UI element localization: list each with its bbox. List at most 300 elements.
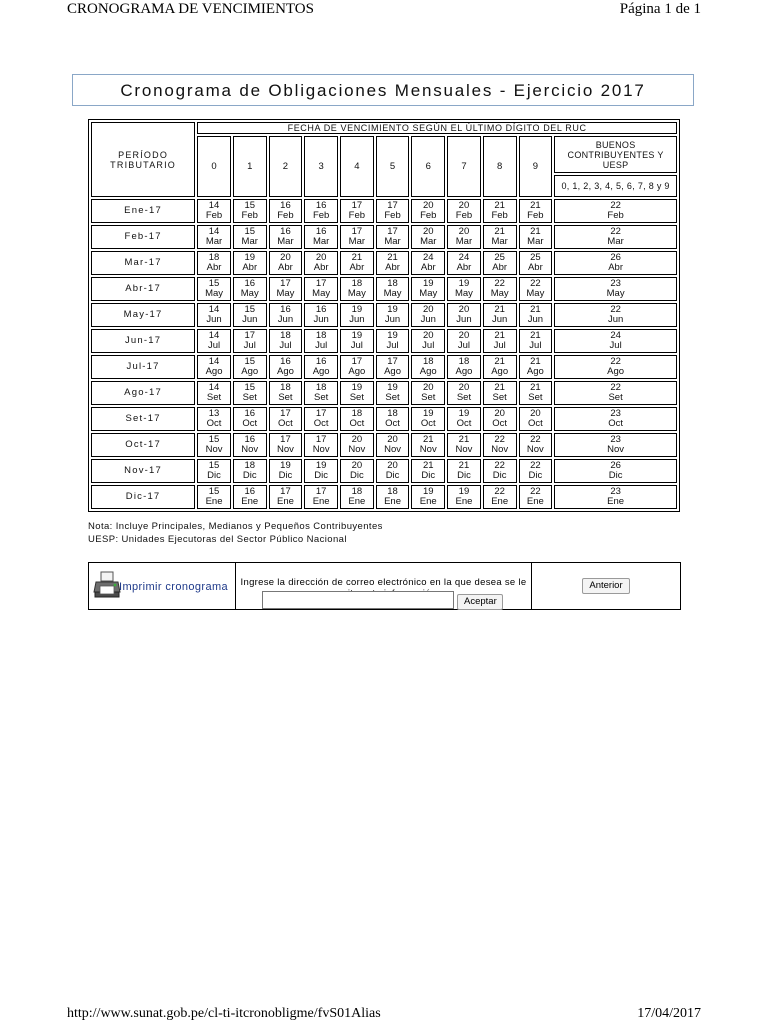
date-day: 15	[244, 226, 256, 237]
date-day: 21	[494, 356, 505, 367]
date-month: Abr	[456, 262, 472, 273]
digit-header: 6	[411, 136, 445, 197]
date-month: Mar	[348, 236, 366, 247]
date-day: 20	[351, 434, 363, 445]
date-month: May	[347, 288, 366, 299]
actions-panel	[88, 562, 680, 610]
date-cell	[304, 485, 338, 509]
date-day: 19	[422, 278, 434, 289]
date-day: 17	[387, 200, 398, 211]
digit-header: 1	[233, 136, 267, 197]
date-month: Oct	[206, 418, 222, 429]
date-cell	[411, 277, 445, 301]
date-cell	[269, 277, 303, 301]
table-row	[91, 381, 677, 405]
date-cell	[483, 199, 517, 223]
date-month: Jul	[386, 340, 399, 351]
print-header	[0, 0, 768, 22]
table-row	[91, 251, 677, 275]
date-cell	[197, 381, 231, 405]
buenos-digits: 0, 1, 2, 3, 4, 5, 6, 7, 8 y 9	[554, 175, 677, 197]
date-month: Jun	[420, 314, 436, 325]
date-month: Set	[314, 392, 329, 403]
date-day: 18	[387, 486, 398, 497]
date-day: 16	[280, 226, 291, 237]
date-month: Feb	[491, 210, 508, 221]
print-header-page: Página 1 de 1	[619, 1, 701, 17]
date-day: 21	[530, 226, 541, 237]
date-month: Abr	[527, 262, 543, 273]
date-cell	[376, 225, 410, 249]
date-cell	[233, 433, 267, 457]
digit-header: 7	[447, 136, 481, 197]
buenos-date-cell	[554, 433, 677, 457]
period-cell: Ago-17	[91, 381, 195, 405]
date-cell	[340, 459, 374, 483]
period-cell: Dic-17	[91, 485, 195, 509]
date-month: Feb	[312, 210, 330, 221]
date-day: 25	[494, 252, 505, 263]
date-month: Mar	[607, 236, 624, 247]
date-cell	[447, 303, 481, 327]
date-day: 18	[315, 330, 327, 341]
date-day: 19	[351, 304, 363, 315]
date-month: Feb	[607, 210, 624, 221]
date-cell	[340, 199, 374, 223]
date-cell	[340, 433, 374, 457]
buenos-date-cell	[554, 485, 677, 509]
date-month: Nov	[205, 444, 223, 455]
date-month: Ago	[419, 366, 437, 377]
date-month: Nov	[455, 444, 473, 455]
date-cell	[411, 199, 445, 223]
date-month: Nov	[312, 444, 330, 455]
date-day: 17	[351, 200, 363, 211]
date-day: 18	[315, 382, 327, 393]
date-cell	[340, 225, 374, 249]
date-cell	[519, 381, 553, 405]
date-cell	[233, 381, 267, 405]
date-month: Ene	[526, 496, 544, 507]
date-day: 19	[351, 382, 363, 393]
date-month: May	[205, 288, 224, 299]
table-row	[91, 277, 677, 301]
date-day: 18	[208, 252, 220, 263]
date-day: 21	[530, 200, 541, 211]
date-day: 17	[315, 434, 327, 445]
date-cell	[483, 251, 517, 275]
date-day: 15	[208, 434, 220, 445]
anterior-button[interactable]: Anterior	[582, 578, 630, 594]
date-cell	[269, 329, 303, 353]
date-day: 18	[422, 356, 434, 367]
date-month: Ene	[455, 496, 473, 507]
date-day: 21	[387, 252, 398, 263]
date-month: Ene	[276, 496, 294, 507]
date-cell	[340, 277, 374, 301]
date-day: 22	[494, 460, 505, 471]
date-day: 20	[422, 330, 434, 341]
buenos-date-cell	[554, 381, 677, 405]
date-month: Abr	[608, 262, 623, 273]
date-cell	[233, 303, 267, 327]
fecha-header: FECHA DE VENCIMIENTO SEGÚN EL ÚLTIMO DÍGITO DEL RUC	[197, 122, 677, 134]
date-day: 20	[422, 382, 434, 393]
date-month: Ene	[384, 496, 401, 507]
date-month: Nov	[526, 444, 544, 455]
date-day: 16	[315, 226, 327, 237]
date-month: Jul	[422, 340, 435, 351]
digit-header: 8	[483, 136, 517, 197]
aceptar-button[interactable]: Aceptar	[457, 594, 503, 610]
date-cell	[483, 433, 517, 457]
date-cell	[519, 199, 553, 223]
print-cell[interactable]	[89, 563, 236, 610]
date-cell	[447, 199, 481, 223]
date-day: 14	[208, 304, 220, 315]
date-month: Feb	[455, 210, 473, 221]
date-cell	[519, 225, 553, 249]
buenos-date-cell	[554, 277, 677, 301]
date-cell	[269, 459, 303, 483]
page-title: Cronograma de Obligaciones Mensuales - Ejercicio 2017	[72, 74, 694, 106]
date-day: 14	[208, 382, 220, 393]
print-footer	[0, 1004, 768, 1024]
date-cell	[376, 355, 410, 379]
date-day: 22	[494, 486, 505, 497]
print-footer-url: http://www.sunat.gob.pe/cl-ti-itcronobligme/fvS01Alias	[67, 1006, 381, 1021]
date-day: 19	[351, 330, 363, 341]
date-day: 19	[315, 460, 327, 471]
table-row	[91, 459, 677, 483]
date-day: 17	[351, 356, 363, 367]
date-day: 22	[610, 200, 621, 211]
date-month: Oct	[420, 418, 436, 429]
date-month: Abr	[278, 262, 293, 273]
date-month: Ago	[455, 366, 473, 377]
date-month: Jun	[313, 314, 329, 325]
anterior-cell	[532, 563, 681, 610]
date-cell	[197, 277, 231, 301]
email-input[interactable]	[262, 591, 454, 609]
date-month: May	[276, 288, 295, 299]
date-day: 23	[610, 434, 621, 445]
date-cell	[197, 433, 231, 457]
date-cell	[233, 355, 267, 379]
date-day: 20	[422, 226, 434, 237]
date-month: Jun	[349, 314, 365, 325]
date-month: Jul	[493, 340, 506, 351]
date-cell	[197, 251, 231, 275]
date-day: 21	[530, 356, 541, 367]
date-day: 14	[208, 330, 220, 341]
date-cell	[197, 485, 231, 509]
printer-icon[interactable]	[93, 570, 121, 600]
date-day: 18	[244, 460, 256, 471]
date-day: 19	[387, 304, 398, 315]
date-cell	[519, 485, 553, 509]
date-day: 22	[610, 356, 621, 367]
date-cell	[233, 407, 267, 431]
date-month: May	[454, 288, 473, 299]
date-month: Set	[456, 392, 472, 403]
date-day: 17	[244, 330, 256, 341]
date-day: 20	[458, 200, 470, 211]
date-day: 21	[351, 252, 363, 263]
date-month: Mar	[527, 236, 544, 247]
date-cell	[447, 407, 481, 431]
date-day: 15	[208, 278, 220, 289]
date-cell	[269, 485, 303, 509]
date-day: 15	[208, 486, 220, 497]
period-cell: Ene-17	[91, 199, 195, 223]
digit-header: 0	[197, 136, 231, 197]
digit-header: 5	[376, 136, 410, 197]
date-month: Oct	[608, 418, 623, 429]
date-cell	[483, 485, 517, 509]
date-day: 18	[351, 408, 363, 419]
date-cell	[233, 329, 267, 353]
date-month: Abr	[313, 262, 329, 273]
date-cell	[340, 355, 374, 379]
date-day: 21	[422, 460, 434, 471]
date-cell	[269, 251, 303, 275]
date-day: 20	[387, 460, 398, 471]
print-header-title: CRONOGRAMA DE VENCIMIENTOS	[67, 1, 314, 17]
date-cell	[233, 485, 267, 509]
date-cell	[376, 433, 410, 457]
date-cell	[519, 355, 553, 379]
date-cell	[269, 381, 303, 405]
date-cell	[376, 485, 410, 509]
date-day: 21	[494, 304, 505, 315]
buenos-date-cell	[554, 199, 677, 223]
date-cell	[447, 225, 481, 249]
date-month: Feb	[384, 210, 401, 221]
date-cell	[376, 199, 410, 223]
date-month: Jul	[279, 340, 292, 351]
date-day: 21	[494, 330, 505, 341]
date-month: Oct	[242, 418, 258, 429]
date-day: 17	[280, 278, 291, 289]
date-day: 22	[530, 460, 541, 471]
date-month: Jun	[527, 314, 544, 325]
date-month: Oct	[349, 418, 365, 429]
date-cell	[376, 459, 410, 483]
date-day: 17	[315, 486, 327, 497]
date-day: 17	[280, 434, 291, 445]
print-schedule-link[interactable]: Imprimir cronograma	[119, 581, 229, 593]
date-cell	[304, 433, 338, 457]
date-cell	[340, 381, 374, 405]
date-cell	[304, 303, 338, 327]
period-cell: Abr-17	[91, 277, 195, 301]
date-cell	[197, 303, 231, 327]
date-day: 15	[244, 356, 256, 367]
date-cell	[447, 277, 481, 301]
date-cell	[411, 485, 445, 509]
date-day: 21	[530, 330, 541, 341]
date-month: Mar	[312, 236, 330, 247]
date-day: 23	[610, 408, 621, 419]
digit-header: 9	[519, 136, 553, 197]
print-footer-date: 17/04/2017	[637, 1006, 701, 1021]
actions-table	[88, 562, 681, 610]
date-cell	[483, 277, 517, 301]
date-month: Ago	[312, 366, 330, 377]
date-month: Feb	[277, 210, 294, 221]
date-day: 26	[610, 252, 621, 263]
date-cell	[197, 355, 231, 379]
buenos-date-cell	[554, 251, 677, 275]
date-day: 19	[422, 408, 434, 419]
period-cell: Jul-17	[91, 355, 195, 379]
date-month: Ago	[607, 366, 625, 377]
date-cell	[269, 199, 303, 223]
date-day: 21	[494, 200, 505, 211]
date-month: Jul	[243, 340, 256, 351]
date-day: 18	[351, 278, 363, 289]
date-month: Ene	[348, 496, 366, 507]
date-month: Feb	[241, 210, 258, 221]
date-month: Mar	[384, 236, 401, 247]
date-month: Mar	[205, 236, 223, 247]
buenos-header: BUENOS CONTRIBUYENTES Y UESP	[554, 136, 677, 173]
date-month: Oct	[492, 418, 508, 429]
date-cell	[304, 329, 338, 353]
date-cell	[447, 459, 481, 483]
date-cell	[197, 459, 231, 483]
date-month: Abr	[206, 262, 222, 273]
table-row	[91, 407, 677, 431]
date-day: 15	[244, 200, 256, 211]
period-cell: Set-17	[91, 407, 195, 431]
date-cell	[447, 485, 481, 509]
date-cell	[447, 381, 481, 405]
date-month: Nov	[607, 444, 625, 455]
date-month: Ene	[607, 496, 625, 507]
date-month: Abr	[420, 262, 436, 273]
date-cell	[197, 199, 231, 223]
date-month: Set	[349, 392, 364, 403]
date-month: Dic	[528, 470, 543, 481]
schedule-table-wrapper	[88, 119, 680, 512]
date-cell	[519, 277, 553, 301]
table-row	[91, 225, 677, 249]
date-day: 20	[351, 460, 363, 471]
date-day: 14	[208, 356, 220, 367]
date-day: 16	[244, 434, 256, 445]
buenos-date-cell	[554, 329, 677, 353]
date-day: 20	[422, 200, 434, 211]
date-cell	[340, 303, 374, 327]
date-day: 20	[458, 330, 470, 341]
date-month: Dic	[608, 470, 623, 481]
date-cell	[233, 199, 267, 223]
date-month: Dic	[349, 470, 364, 481]
date-month: Ene	[419, 496, 437, 507]
period-cell: May-17	[91, 303, 195, 327]
date-month: Set	[421, 392, 436, 403]
date-month: Mar	[455, 236, 473, 247]
date-month: Set	[278, 392, 293, 403]
date-day: 23	[610, 278, 621, 289]
date-month: Nov	[384, 444, 401, 455]
date-day: 15	[208, 460, 220, 471]
note-line: Nota: Incluye Principales, Medianos y Pequeños Contribuyentes	[88, 521, 383, 532]
table-row	[91, 355, 677, 379]
date-month: Feb	[348, 210, 366, 221]
date-day: 17	[387, 356, 398, 367]
date-month: Ene	[205, 496, 223, 507]
date-month: Mar	[491, 236, 508, 247]
date-day: 26	[610, 460, 621, 471]
date-day: 16	[315, 200, 327, 211]
date-cell	[483, 407, 517, 431]
date-month: May	[419, 288, 438, 299]
date-cell	[304, 225, 338, 249]
date-month: Set	[206, 392, 222, 403]
date-day: 19	[387, 382, 398, 393]
date-cell	[411, 329, 445, 353]
date-day: 17	[351, 226, 363, 237]
date-day: 16	[244, 278, 256, 289]
date-cell	[233, 459, 267, 483]
date-day: 22	[610, 382, 621, 393]
date-cell	[519, 459, 553, 483]
date-cell	[197, 407, 231, 431]
digit-header: 3	[304, 136, 338, 197]
date-month: Oct	[313, 418, 329, 429]
buenos-date-cell	[554, 355, 677, 379]
date-cell	[304, 251, 338, 275]
date-cell	[483, 355, 517, 379]
date-cell	[483, 329, 517, 353]
email-instructions: Ingrese la dirección de correo electrónico en la que desea se le	[240, 576, 527, 588]
date-month: Jul	[609, 340, 622, 351]
date-day: 19	[422, 486, 434, 497]
header-row	[91, 122, 677, 134]
email-cell	[236, 563, 532, 610]
date-month: Abr	[242, 262, 258, 273]
date-month: Jun	[456, 314, 472, 325]
date-month: Ago	[241, 366, 259, 377]
date-day: 24	[458, 252, 470, 263]
date-cell	[269, 433, 303, 457]
date-month: Ene	[312, 496, 330, 507]
date-month: Nov	[348, 444, 366, 455]
date-cell	[197, 225, 231, 249]
date-day: 24	[610, 330, 621, 341]
date-month: Ene	[241, 496, 259, 507]
note-line: UESP: Unidades Ejecutoras del Sector Público Nacional	[88, 534, 347, 545]
date-day: 19	[458, 408, 470, 419]
date-month: Ago	[526, 366, 544, 377]
date-month: Ene	[491, 496, 509, 507]
date-day: 21	[494, 382, 505, 393]
date-cell	[411, 225, 445, 249]
date-month: Oct	[385, 418, 400, 429]
period-cell: Nov-17	[91, 459, 195, 483]
date-cell	[447, 329, 481, 353]
date-day: 20	[458, 226, 470, 237]
date-day: 16	[280, 200, 291, 211]
date-month: Jul	[207, 340, 221, 351]
date-cell	[233, 225, 267, 249]
date-day: 19	[280, 460, 291, 471]
date-day: 19	[387, 330, 398, 341]
date-day: 19	[458, 486, 470, 497]
